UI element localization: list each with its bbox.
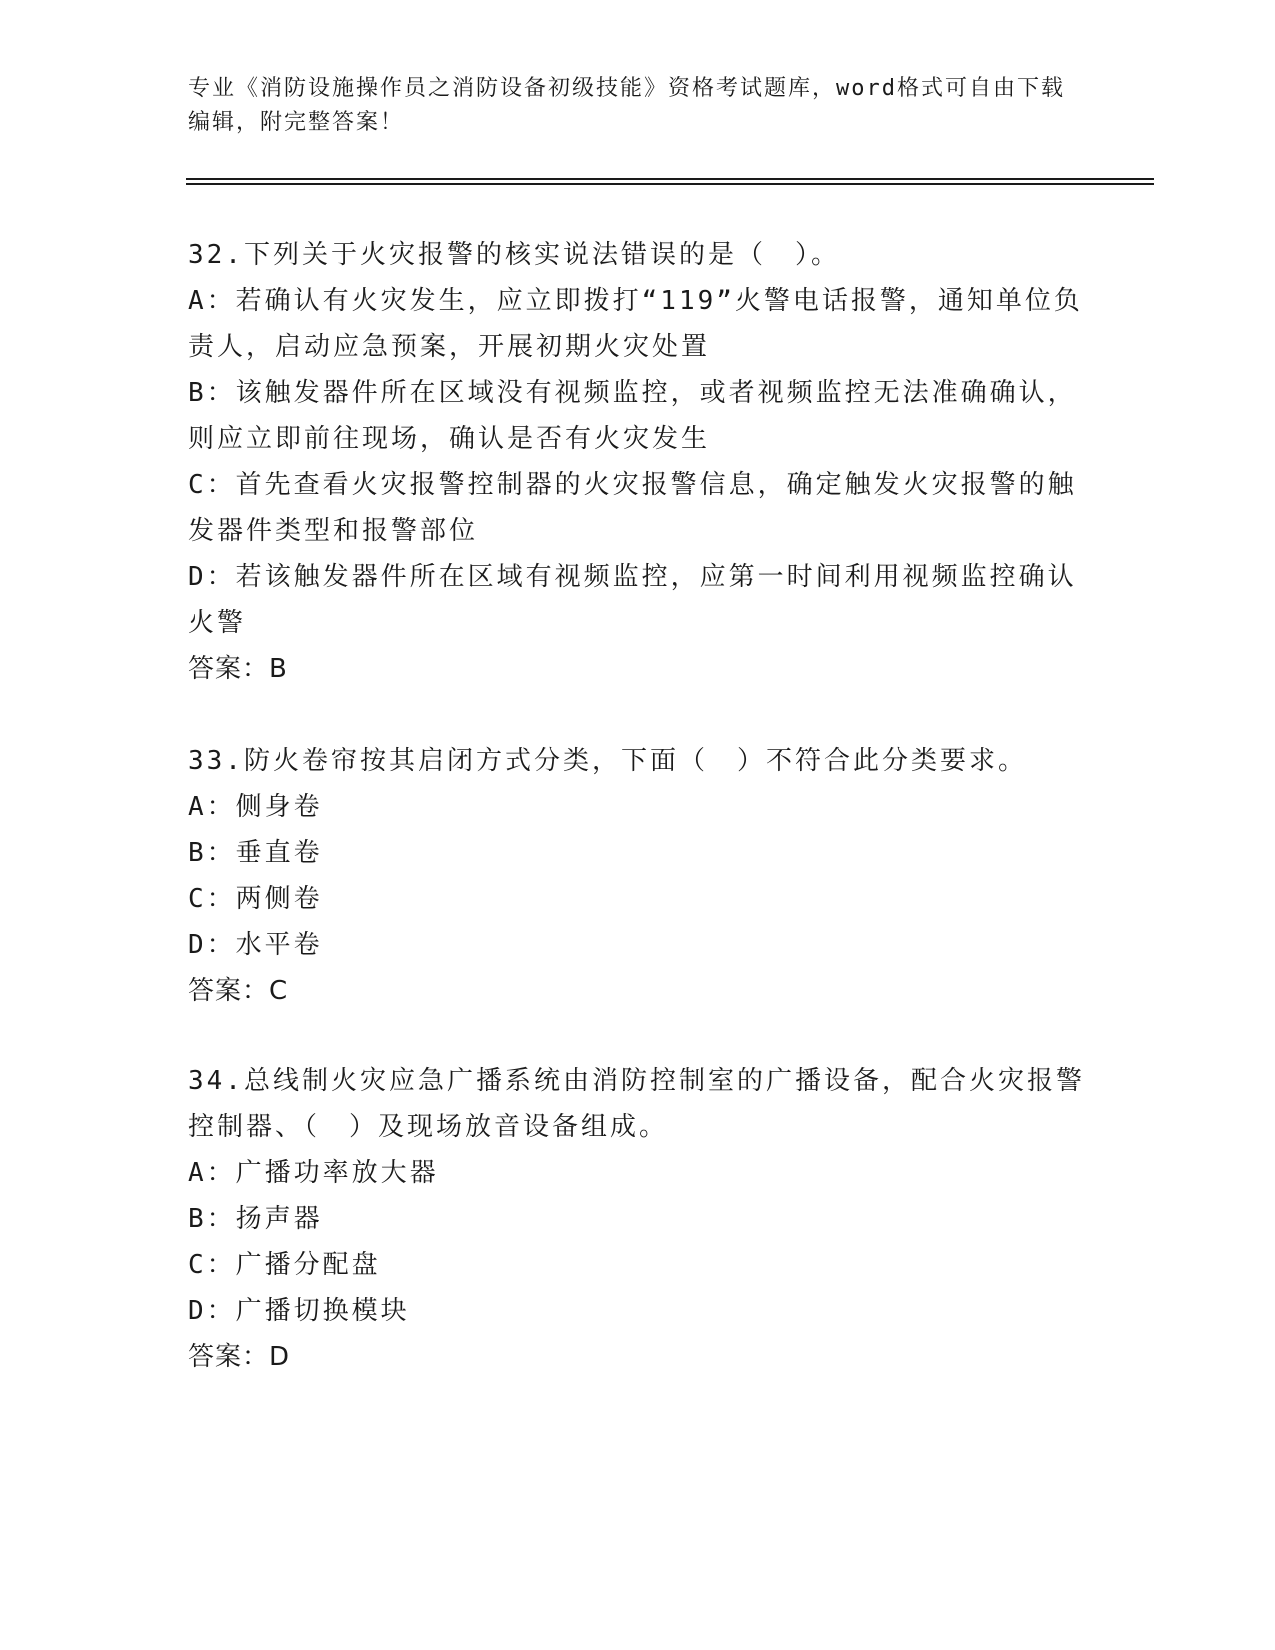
question-stem: 34.总线制火灾应急广播系统由消防控制室的广播设备，配合火灾报警控制器、（ ）及现场放音设备组成。	[188, 1066, 1085, 1142]
header-rule-top	[186, 178, 1154, 180]
question-33	[188, 738, 1088, 1014]
option-d: D：广播切换模块	[188, 1296, 410, 1326]
option-a: A：广播功率放大器	[188, 1158, 439, 1188]
option-d: D：水平卷	[188, 930, 323, 960]
question-32	[188, 232, 1088, 692]
option-b: B：垂直卷	[188, 838, 323, 868]
option-c: C：两侧卷	[188, 884, 323, 914]
option-b: B：扬声器	[188, 1204, 323, 1234]
document-header: 专业《消防设施操作员之消防设备初级技能》资格考试题库，word格式可自由下载编辑，附完整答案！	[188, 76, 1065, 135]
option-a: A：侧身卷	[188, 792, 323, 822]
question-stem: 33.防火卷帘按其启闭方式分类，下面（ ）不符合此分类要求。	[188, 746, 1027, 776]
option-c: C：广播分配盘	[188, 1250, 381, 1280]
header-rule-bottom	[186, 183, 1154, 185]
option-b: B：该触发器件所在区域没有视频监控，或者视频监控无法准确确认，则应立即前往现场，确认是否有火灾发生	[188, 378, 1077, 454]
question-34	[188, 1058, 1088, 1380]
option-c: C：首先查看火灾报警控制器的火灾报警信息，确定触发火灾报警的触发器件类型和报警部位	[188, 470, 1077, 546]
option-a: A：若确认有火灾发生，应立即拨打“119”火警电话报警，通知单位负责人，启动应急预案，开展初期火灾处置	[188, 286, 1083, 362]
answer: 答案：D	[188, 1342, 291, 1372]
answer: 答案：B	[188, 654, 288, 684]
option-d: D：若该触发器件所在区域有视频监控，应第一时间利用视频监控确认火警	[188, 562, 1077, 638]
question-stem: 32.下列关于火灾报警的核实说法错误的是（ ）。	[188, 240, 840, 270]
answer: 答案：C	[188, 976, 289, 1006]
